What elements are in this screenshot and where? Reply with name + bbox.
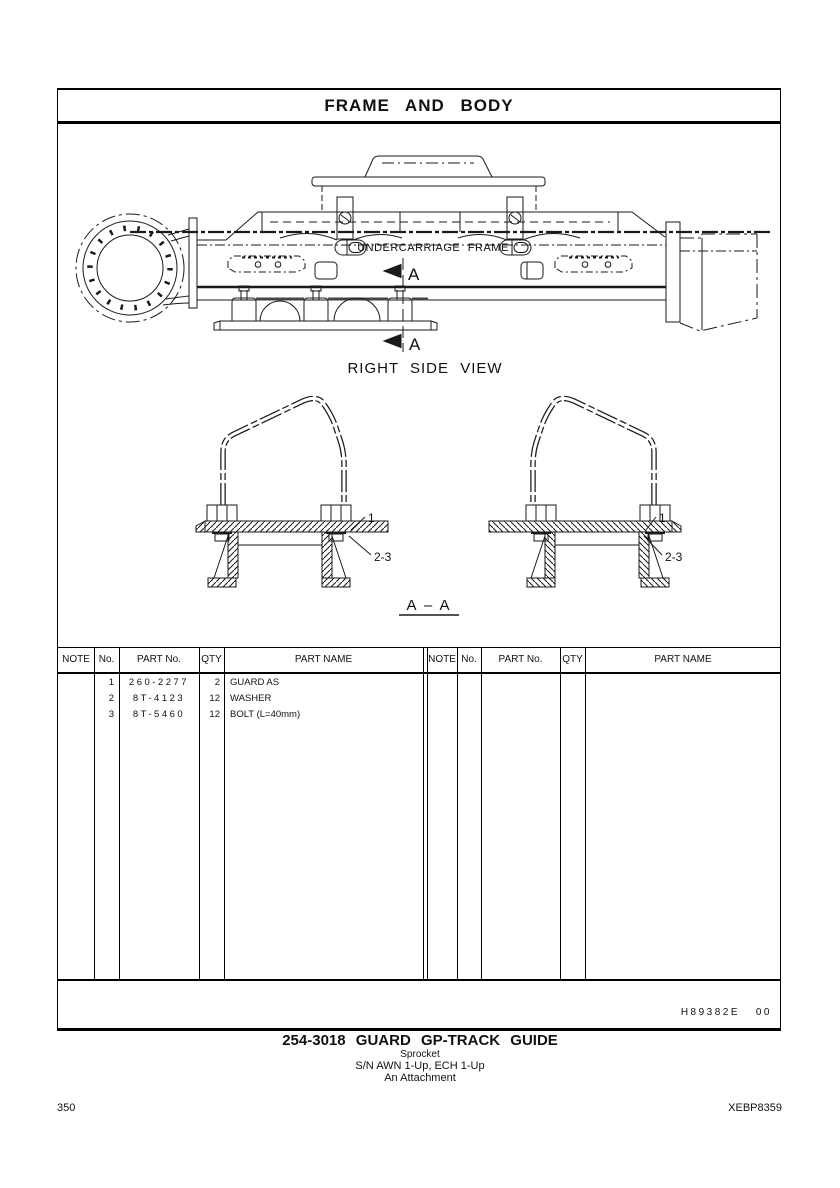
row3-partno: 8T-5460	[132, 709, 186, 720]
col-header-partno-2: PART No.	[498, 654, 543, 665]
row1-partname: GUARD AS	[230, 677, 280, 688]
callout-23-right: 2-3	[665, 550, 683, 564]
attachment-note: An Attachment	[384, 1072, 456, 1084]
table-line	[481, 648, 482, 979]
col-header-no-2: No.	[461, 654, 477, 665]
document-code: XEBP8359	[728, 1102, 782, 1114]
row2-qty: 12	[209, 693, 220, 704]
section-view-right	[489, 398, 681, 587]
sprocket-hub	[76, 214, 197, 322]
page-title: FRAME AND BODY	[58, 90, 780, 124]
section-label: A – A	[406, 597, 452, 614]
table-line	[427, 648, 428, 979]
revision-code: H89382E 00	[680, 1007, 772, 1018]
section-view-left	[196, 398, 388, 587]
callout-1-left: 1	[368, 511, 375, 525]
callout-23-left: 2-3	[374, 550, 392, 564]
technical-drawing	[57, 124, 781, 647]
col-header-partname: PART NAME	[294, 654, 353, 665]
table-line	[423, 648, 424, 979]
table-line	[224, 648, 225, 979]
caption-subtitle: Sprocket	[400, 1049, 440, 1060]
col-header-partno: PART No.	[137, 654, 181, 665]
undercarriage-frame-label: UNDERCARRIAGE FRAME	[357, 242, 509, 254]
table-line	[585, 648, 586, 979]
track-guide-guard	[214, 286, 437, 330]
col-header-qty: QTY	[201, 654, 222, 665]
view-label: RIGHT SIDE VIEW	[347, 360, 503, 377]
header-separator	[58, 672, 781, 674]
row3-partname: BOLT (L=40mm)	[230, 709, 301, 720]
row2-no: 2	[108, 693, 114, 704]
parts-table	[58, 647, 781, 981]
frame-details	[228, 256, 632, 279]
row1-no: 1	[108, 677, 114, 688]
col-header-note: NOTE	[62, 654, 90, 665]
row1-partno: 260-2277	[128, 677, 190, 688]
callout-1-right: 1	[659, 511, 666, 525]
col-header-qty-2: QTY	[562, 654, 583, 665]
col-header-no: No.	[98, 654, 115, 665]
section-marker-top: A	[408, 265, 420, 284]
page-caption	[0, 1033, 840, 1084]
col-header-partname-2: PART NAME	[654, 654, 712, 665]
part-group-title: 254-3018 GUARD GP-TRACK GUIDE	[282, 1032, 558, 1049]
row2-partname: WASHER	[230, 693, 272, 704]
row1-qty: 2	[214, 677, 220, 688]
side-view-drawing	[76, 156, 772, 352]
row3-no: 3	[108, 709, 114, 720]
row2-partno: 8T-4123	[132, 693, 186, 704]
right-end-bracket	[666, 222, 757, 331]
page-number: 350	[57, 1102, 76, 1114]
table-line	[457, 648, 458, 979]
pedestal-mount	[312, 156, 545, 210]
serial-range: S/N AWN 1-Up, ECH 1-Up	[355, 1060, 485, 1072]
section-cut-line	[384, 258, 403, 352]
row3-qty: 12	[209, 709, 220, 720]
section-marker-bottom: A	[409, 335, 421, 354]
mounting-posts	[280, 197, 580, 240]
table-line	[560, 648, 561, 979]
col-header-note-2: NOTE	[428, 654, 456, 665]
